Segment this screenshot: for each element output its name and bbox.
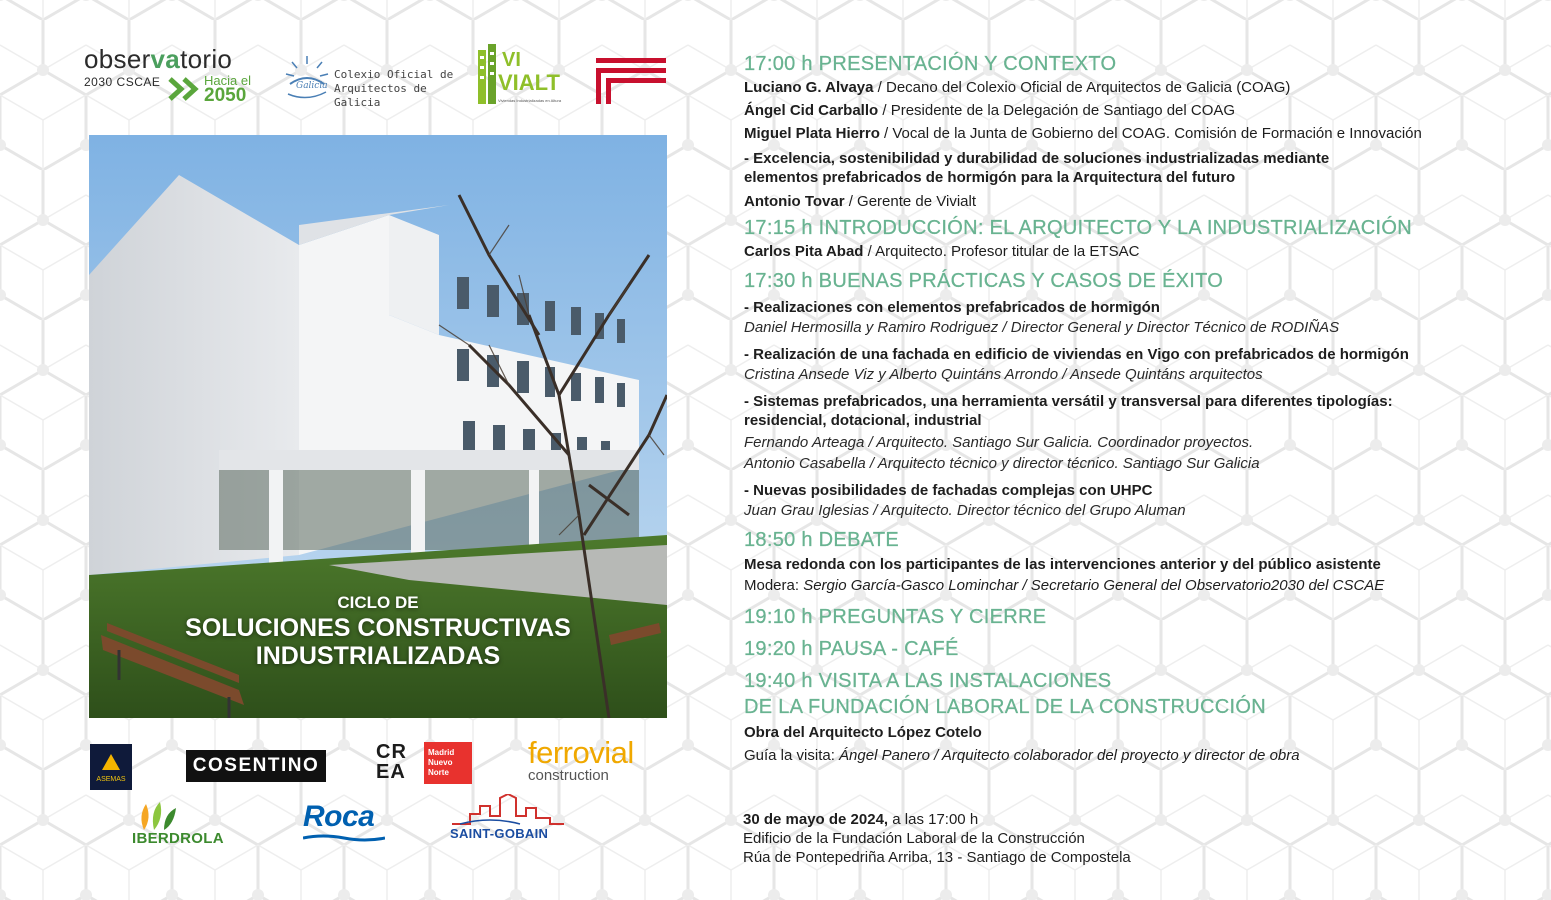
- talk-topic: residencial, dotacional, industrial: [744, 412, 982, 429]
- crea-madrid-box: Madrid Nuevo Norte: [424, 742, 472, 784]
- talk-topic: - Realización de una fachada en edificio de viviendas en Vigo con prefabricados de hormigón: [744, 346, 1409, 363]
- iberdrola-leaves-icon: [134, 800, 184, 832]
- vivialt-building-icon: [476, 42, 572, 106]
- hero-image-card: [89, 135, 667, 718]
- saint-gobain-label: SAINT-GOBAIN: [450, 826, 549, 841]
- moderator-line: Modera: Sergio García-Gasco Lominchar / Secretario General del Observatorio2030 del CSCAE: [744, 577, 1385, 594]
- observatorio-hacia: Hacia el: [204, 73, 251, 88]
- ferrovial-logo: [528, 735, 658, 788]
- section-heading: 19:10 h PREGUNTAS Y CIERRE: [744, 606, 1047, 628]
- hero-caption-line-2: SOLUCIONES CONSTRUCTIVAS: [185, 614, 571, 642]
- red-brand-logo: [596, 56, 666, 106]
- ferrovial-sub: construction: [528, 767, 609, 784]
- saint-gobain-skyline-icon: [450, 794, 566, 826]
- crea-letters: CR EA: [376, 741, 407, 783]
- ferrovial-wordmark: ferrovial: [528, 735, 634, 770]
- vivialt-bottom: VIALT: [498, 70, 560, 95]
- vivialt-tagline: Viviendas Industrializadas en Altura: [498, 98, 562, 103]
- talk-topic: - Realizaciones con elementos prefabricados de hormigón: [744, 299, 1160, 316]
- observatorio-logo: [84, 46, 264, 104]
- observatorio-sub: 2030 CSCAE: [84, 75, 161, 89]
- asemas-logo: [90, 744, 132, 790]
- talk-speakers: Antonio Casabella / Arquitecto técnico y director técnico. Santiago Sur Galicia: [744, 455, 1260, 472]
- talk-speakers: Fernando Arteaga / Arquitecto. Santiago Sur Galicia. Coordinador proyectos.: [744, 434, 1254, 451]
- section-heading: 17:00 h PRESENTACIÓN Y CONTEXTO: [744, 53, 1117, 75]
- hero-caption-line-3: INDUSTRIALIZADAS: [255, 642, 501, 670]
- section-heading: 18:50 h DEBATE: [744, 529, 900, 551]
- crea-logo: [376, 742, 472, 784]
- vivialt-top: VI: [502, 49, 521, 71]
- cosentino-logo: COSENTINO: [186, 750, 326, 782]
- coag-name: Colexio Oficial de Arquitectos de Galicia: [334, 68, 454, 109]
- talk-topic: - Nuevas posibilidades de fachadas complejas con UHPC: [744, 482, 1153, 499]
- iberdrola-label: IBERDROLA: [132, 830, 224, 847]
- event-footer: [743, 810, 1343, 867]
- event-address: Rúa de Pontepedriña Arriba, 13 - Santiago de Compostela: [743, 849, 1131, 866]
- vivialt-logo: [476, 42, 572, 106]
- hero-caption-line-1: CICLO DE: [337, 593, 419, 612]
- speaker-line: Antonio Tovar / Gerente de Vivialt: [744, 193, 977, 210]
- roca-wave-icon: [303, 834, 385, 842]
- coag-sun-icon: [284, 54, 330, 100]
- asemas-label: ASEMAS: [96, 776, 126, 783]
- debate-description: Mesa redonda con los participantes de las intervenciones anterior y del público asistente: [744, 556, 1381, 573]
- coag-logo: [284, 52, 464, 109]
- event-date: 30 de mayo de 2024, a las 17:00 h: [743, 811, 979, 828]
- section-heading: 17:30 h BUENAS PRÁCTICAS Y CASOS DE ÉXITO: [744, 270, 1224, 292]
- speaker-line: Miguel Plata Hierro / Vocal de la Junta de Gobierno del COAG. Comisión de Formación e Innovación: [744, 125, 1422, 142]
- saint-gobain-logo: [450, 794, 566, 844]
- section-heading: 17:15 h INTRODUCCIÓN: EL ARQUITECTO Y LA INDUSTRIALIZACIÓN: [744, 217, 1412, 239]
- program: [744, 52, 1534, 767]
- roca-logo: [303, 800, 389, 842]
- section-heading: 19:40 h VISITA A LAS INSTALACIONES: [744, 670, 1112, 692]
- talk-speakers: Juan Grau Iglesias / Arquitecto. Director técnico del Grupo Aluman: [744, 502, 1186, 519]
- double-chevron-icon: [168, 76, 200, 102]
- asemas-triangle-icon: [102, 754, 120, 770]
- section-heading: 19:20 h PAUSA - CAFÉ: [744, 638, 959, 660]
- speaker-line: Ángel Cid Carballo / Presidente de la Delegación de Santiago del COAG: [744, 102, 1236, 119]
- event-place: Edificio de la Fundación Laboral de la Construcción: [743, 830, 1085, 847]
- svg-text:Galicia: Galicia: [296, 81, 328, 91]
- observatorio-wordmark: observatorio: [84, 44, 233, 74]
- talk-speakers: Cristina Ansede Viz y Alberto Quintáns Arrondo / Ansede Quintáns arquitectos: [744, 366, 1263, 383]
- talk-speakers: Daniel Hermosilla y Ramiro Rodriguez / Director General y Director Técnico de RODIÑAS: [744, 319, 1340, 336]
- speaker-line: Carlos Pita Abad / Arquitecto. Profesor titular de la ETSAC: [744, 243, 1140, 260]
- visit-architect: Obra del Arquitecto López Cotelo: [744, 724, 982, 741]
- iberdrola-logo: [128, 800, 232, 846]
- talk-topic: elementos prefabricados de hormigón para la Arquitectura del futuro: [744, 169, 1236, 186]
- section-heading: DE LA FUNDACIÓN LABORAL DE LA CONSTRUCCIÓN: [744, 696, 1266, 718]
- talk-topic: - Excelencia, sostenibilidad y durabilidad de soluciones industrializadas mediante: [744, 150, 1330, 167]
- hero-caption: [89, 592, 667, 670]
- talk-topic: - Sistemas prefabricados, una herramienta versátil y transversal para diferentes tipologías:: [744, 393, 1393, 410]
- guide-line: Guía la visita: Ángel Panero / Arquitecto colaborador del proyecto y director de obra: [744, 747, 1300, 764]
- roca-wordmark: Roca: [303, 800, 375, 833]
- speaker-line: Luciano G. Alvaya / Decano del Colexio Oficial de Arquitectos de Galicia (COAG): [744, 79, 1291, 96]
- observatorio-year: 2050: [204, 85, 247, 106]
